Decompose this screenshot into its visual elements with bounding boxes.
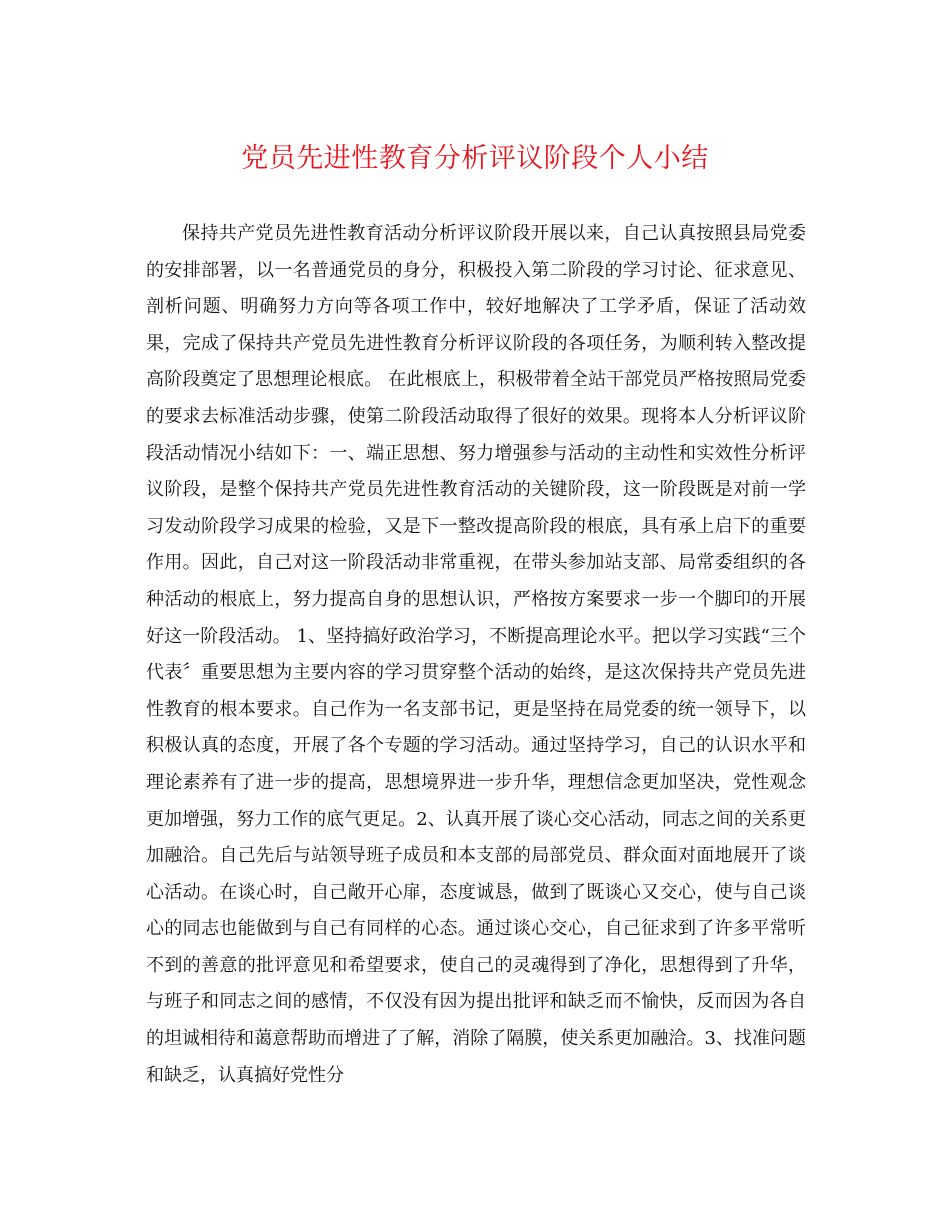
- document-title: 党员先进性教育分析评议阶段个人小结: [241, 143, 709, 174]
- document-body-paragraph: 保持共产党员先进性教育活动分析评议阶段开展以来，自己认真按照县局党委的安排部署，以一名普通党员的身分，积极投入第二阶段的学习讨论、征求意见、剖析问题、明确努力方向等各项工作中，较好地解决了工学矛盾，保证了活动效果，完成了保持共产党员先进性教育分析评议阶段的各项任务，为顺利转入整改提高阶段奠定了思想理论根底。 在此根底上，积极带着全站干部党员严格按照局党委的要求去标准活动步骤，使第二阶段活动取得了很好的效果。现将本人分析评议阶段活动情况小结如下：一、端正思想、努力增强参与活动的主动性和实效性分析评议阶段，是整个保持共产党员先进性教育活动的关键阶段，这一阶段既是对前一学习发动阶段学习成果的检验，又是下一整改提高阶段的根底，具有承上启下的重要作用。因此，自己对这一阶段活动非常重视，在带头参加站支部、局常委组织的各种活动的根底上，努力提高自身的思想认识，严格按方案要求一步一个脚印的开展好这一阶段活动。 1、坚持搞好政治学习，不断提高理论水平。把以学习实践“三个代表〞重要思想为主要内容的学习贯穿整个活动的始终，是这次保持共产党员先进性教育的根本要求。自己作为一名支部书记，更是坚持在局党委的统一领导下，以积极认真的态度，开展了各个专题的学习活动。通过坚持学习，自己的认识水平和理论素养有了进一步的提高，思想境界进一步升华，理想信念更加坚决，党性观念更加增强，努力工作的底气更足。2、认真开展了谈心交心活动，同志之间的关系更加融洽。自己先后与站领导班子成员和本支部的局部党员、群众面对面地展开了谈心活动。在谈心时，自己敞开心扉，态度诚恳，做到了既谈心又交心，使与自己谈心的同志也能做到与自己有同样的心态。通过谈心交心，自己征求到了许多平常听不到的善意的批评意见和希望要求，使自己的灵魂得到了净化，思想得到了升华，与班子和同志之间的感情，不仅没有因为提出批评和缺乏而不愉快，反而因为各自的坦诚相待和蔼意帮助而增进了了解，消除了隔膜，使关系更加融洽。3、找准问题和缺乏，认真搞好党性分: [146, 223, 806, 1086]
